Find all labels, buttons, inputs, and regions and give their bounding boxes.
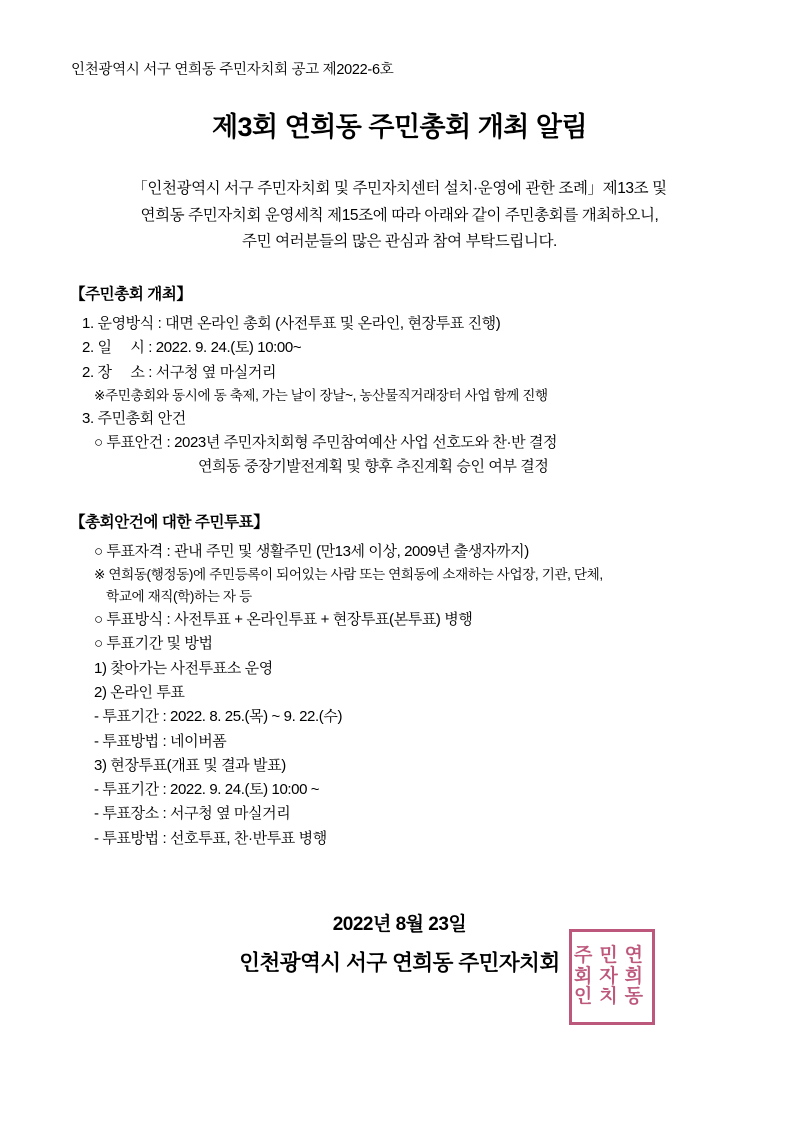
page-title: 제3회 연희동 주민총회 개최 알림 (211, 112, 588, 142)
list-item: ○ 투표기간 및 방법 (94, 635, 213, 653)
list-item: - 투표방법 : 선호투표, 찬·반투표 병행 (94, 829, 327, 847)
stamp-text-col2: 민자치 (599, 944, 617, 1008)
list-item-continuation: 연희동 중장기발전계획 및 향후 추진계획 승인 여부 결정 (198, 458, 549, 476)
list-item: ○ 투표방식 : 사전투표 + 온라인투표 + 현장투표(본투표) 병행 (94, 611, 473, 629)
list-item-note-continuation: 학교에 재직(학)하는 자 등 (106, 589, 252, 605)
stamp-text-col1: 연희동 (624, 944, 643, 1008)
list-item: 2. 장 소 : 서구청 옆 마실거리 (82, 363, 277, 381)
intro-line-2: 연희동 주민자치회 운영세칙 제15조에 따라 아래와 같이 주민총회를 개최하오니, (140, 206, 659, 224)
list-item: 2. 일 시 : 2022. 9. 24.(토) 10:00~ (82, 339, 302, 357)
signature-organization: 인천광역시 서구 연희동 주민자치회 (239, 951, 560, 976)
signature-date: 2022년 8월 23일 (332, 914, 467, 936)
list-item: 1) 찾아가는 사전투표소 운영 (94, 659, 273, 677)
stamp-column-2 (599, 936, 624, 1018)
section-vote-body (68, 540, 731, 851)
notice-number: 인천광역시 서구 연희동 주민자치회 공고 제2022-6호 (71, 62, 394, 78)
stamp-text-col3: 주회인 (574, 944, 592, 1008)
list-item: - 투표기간 : 2022. 9. 24.(토) 10:00 ~ (94, 781, 320, 799)
intro-line-3: 주민 여러분들의 많은 관심과 참여 부탁드립니다. (242, 233, 557, 251)
list-item-note: ※ 연희동(행정동)에 주민등록이 되어있는 사람 또는 연희동에 소재하는 사업장, 기관, 단체, (94, 567, 603, 583)
section-heading-meeting: 【주민총회 개최】 (70, 285, 192, 303)
list-item-note: ※주민총회와 동시에 동 축제, 가는 날이 장날~, 농산물직거래장터 사업 함께 진행 (94, 387, 548, 403)
list-item: 1. 운영방식 : 대면 온라인 총회 (사전투표 및 온라인, 현장투표 진행) (82, 314, 501, 332)
list-item: - 투표장소 : 서구청 옆 마실거리 (94, 805, 291, 823)
official-seal-stamp (569, 929, 655, 1025)
list-item: - 투표기간 : 2022. 8. 25.(목) ~ 9. 22.(수) (94, 708, 343, 726)
stamp-column-1 (625, 936, 650, 1018)
stamp-column-3 (574, 936, 599, 1018)
intro-line-1: 「인천광역시 서구 주민자치회 및 주민자치센터 설치·운영에 관한 조례」제13조 및 (132, 180, 667, 197)
list-item: ○ 투표안건 : 2023년 주민자치회형 주민참여예산 사업 선호도와 찬·반 결정 (94, 434, 558, 452)
list-item: - 투표방법 : 네이버폼 (94, 732, 227, 750)
list-item: 2) 온라인 투표 (94, 683, 185, 701)
list-item: 3) 현장투표(개표 및 결과 발표) (94, 756, 286, 774)
section-heading-vote: 【총회안건에 대한 주민투표】 (70, 513, 269, 531)
section-meeting-body (68, 312, 731, 480)
list-item: 3. 주민총회 안건 (82, 409, 186, 427)
intro-paragraph (74, 176, 725, 256)
list-item: ○ 투표자격 : 관내 주민 및 생활주민 (만13세 이상, 2009년 출생자까지) (94, 542, 529, 560)
